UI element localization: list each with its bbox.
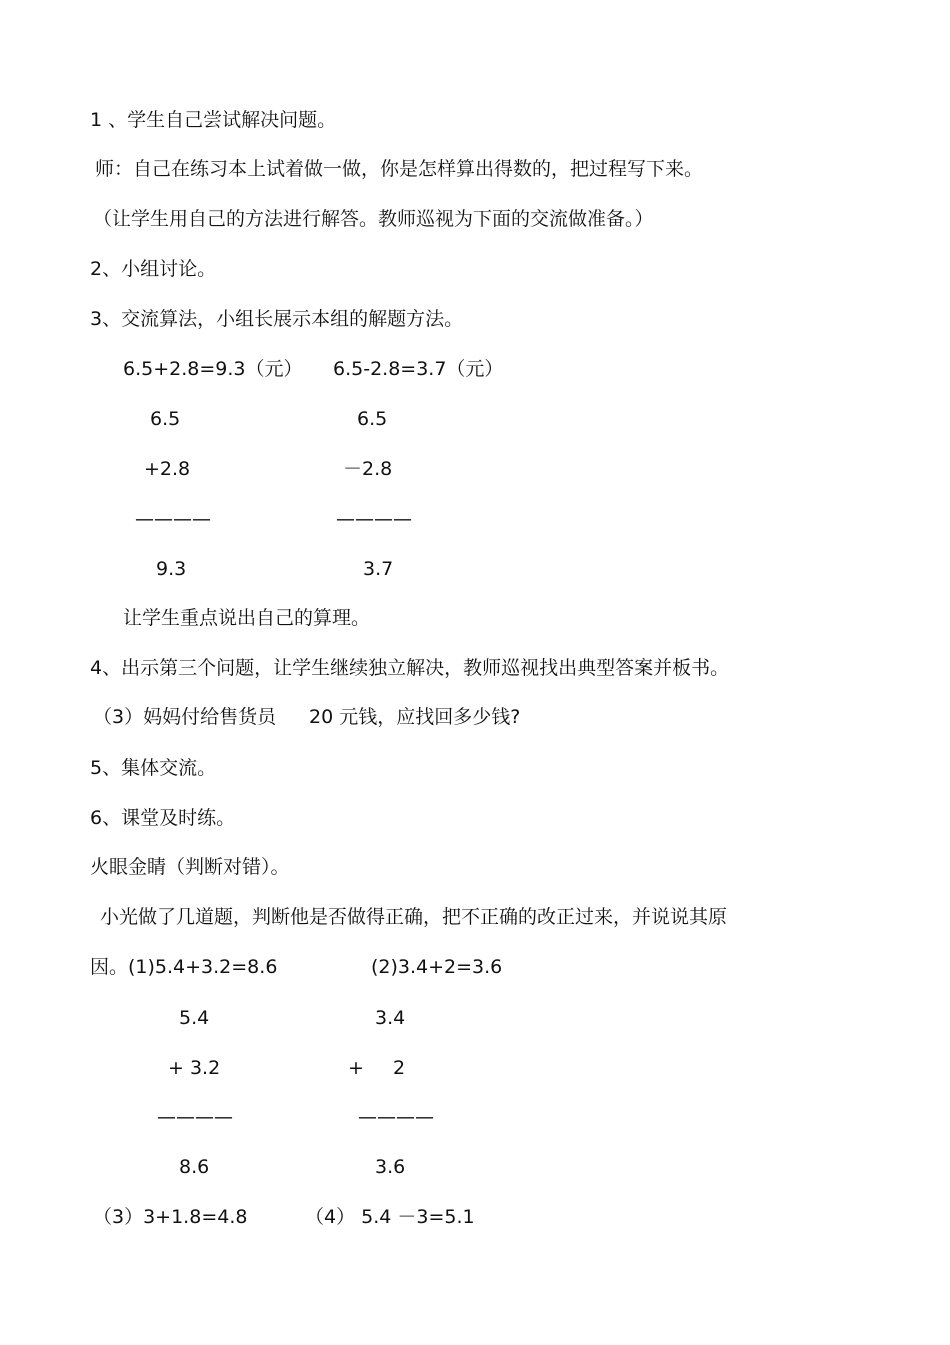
step-1: 1 、学生自己尝试解决问题。 [90, 109, 337, 131]
exercise-line-4: （4） 5.4 －3=5.1 [305, 1206, 475, 1228]
vertical-c-line: ———— [157, 1106, 233, 1128]
vertical-add-top: 6.5 [150, 408, 181, 430]
vertical-add-result: 9.3 [156, 558, 187, 580]
vertical-sub-top: 6.5 [357, 408, 388, 430]
equation-add: 6.5+2.8=9.3（元） [123, 358, 303, 380]
exercise-line-1: 因。(1)5.4+3.2=8.6 [90, 956, 278, 978]
vertical-c-operand: + 3.2 [168, 1057, 221, 1079]
vertical-d-result: 3.6 [375, 1156, 406, 1178]
note-line: （让学生用自己的方法进行解答。教师巡视为下面的交流做准备。） [93, 208, 654, 230]
vertical-c-result: 8.6 [179, 1156, 210, 1178]
exercise-line-3: （3）3+1.8=4.8 [93, 1206, 248, 1228]
vertical-add-operand: +2.8 [144, 458, 191, 480]
vertical-c-top: 5.4 [179, 1007, 210, 1029]
explain-line: 让学生重点说出自己的算理。 [123, 607, 371, 629]
vertical-d-top: 3.4 [375, 1007, 406, 1029]
question-3-part-b: 20 元钱，应找回多少钱? [309, 706, 521, 728]
vertical-sub-result: 3.7 [363, 558, 394, 580]
exercise-title: 火眼金睛（判断对错）。 [90, 856, 290, 878]
step-3: 3、交流算法，小组长展示本组的解题方法。 [90, 308, 464, 330]
step-6: 6、课堂及时练。 [90, 807, 236, 829]
vertical-sub-operand: －2.8 [343, 458, 393, 480]
step-5: 5、集体交流。 [90, 757, 217, 779]
vertical-d-sign: + [348, 1057, 364, 1079]
vertical-add-line: ———— [135, 508, 211, 530]
vertical-sub-line: ———— [336, 508, 412, 530]
teacher-instruction: 师：自己在练习本上试着做一做，你是怎样算出得数的，把过程写下来。 [95, 158, 704, 180]
step-2: 2、小组讨论。 [90, 258, 217, 280]
equation-sub: 6.5-2.8=3.7（元） [333, 358, 504, 380]
exercise-line-2: (2)3.4+2=3.6 [371, 956, 503, 978]
exercise-instruction: 小光做了几道题，判断他是否做得正确，把不正确的改正过来，并说说其原 [100, 906, 728, 928]
step-4: 4、出示第三个问题，让学生继续独立解决，教师巡视找出典型答案并板书。 [90, 657, 730, 679]
question-3-part-a: （3）妈妈付给售货员 [93, 706, 277, 728]
vertical-d-line: ———— [358, 1106, 434, 1128]
vertical-d-operand: 2 [393, 1057, 406, 1079]
